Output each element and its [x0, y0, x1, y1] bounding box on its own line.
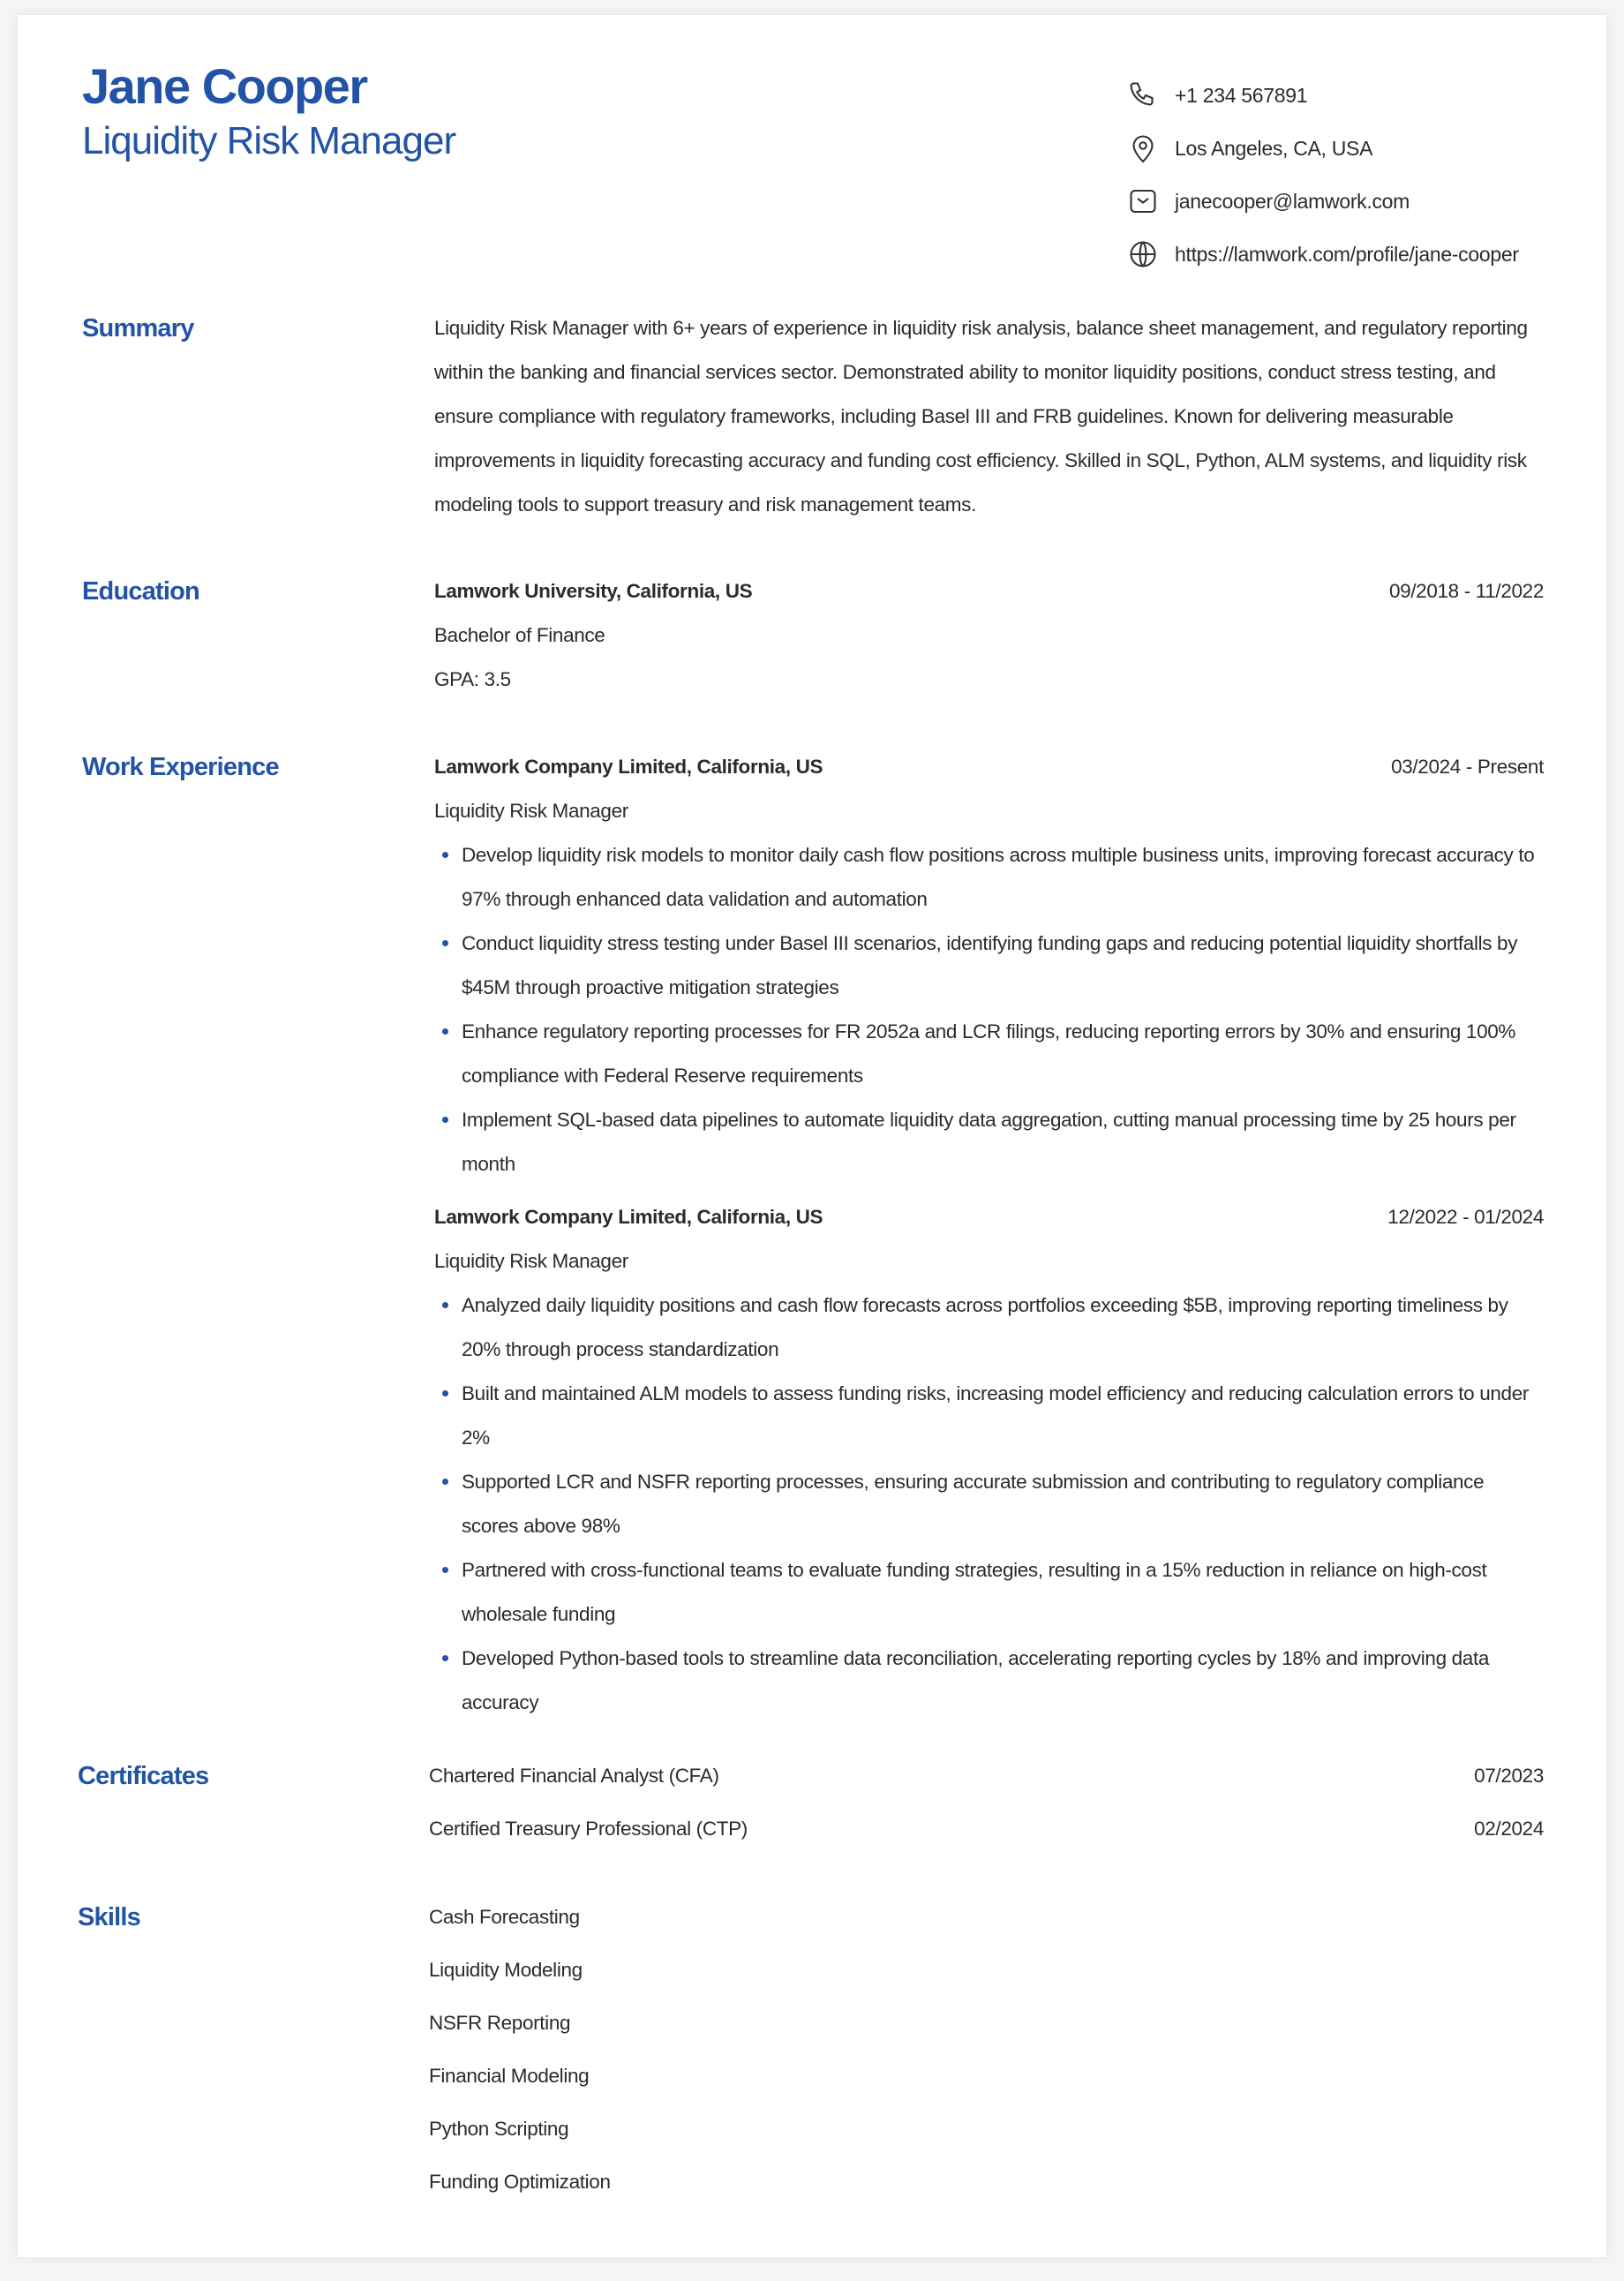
job-bullet: Develop liquidity risk models to monitor daily cash flow positions across multiple business units, improving forecast accuracy to 97% through enhanced data validation and automation	[434, 833, 1544, 922]
skill-item: Liquidity Modeling	[429, 1959, 583, 1981]
section-heading: Education	[82, 577, 199, 606]
mail-icon	[1127, 185, 1159, 217]
skill-item: Financial Modeling	[429, 2065, 590, 2087]
job-bullet: Enhance regulatory reporting processes for FR 2052a and LCR filings, reducing reporting errors by 30% and ensuring 100% compliance with Federal Reserve requirements	[434, 1010, 1544, 1098]
job-dates: 03/2024 - Present	[1391, 756, 1544, 778]
skill-item: Cash Forecasting	[429, 1906, 580, 1928]
school-name: Lamwork University, California, US	[434, 580, 753, 602]
job-bullet: Supported LCR and NSFR reporting processes, ensuring accurate submission and contributing to regulatory compliance scores above 98%	[434, 1460, 1544, 1548]
job-bullet: Implement SQL-based data pipelines to automate liquidity data aggregation, cutting manual processing time by 25 hours per month	[434, 1098, 1544, 1186]
company-name: Lamwork Company Limited, California, US	[434, 756, 823, 778]
job-bullet: Developed Python-based tools to streamline data reconciliation, accelerating reporting cycles by 18% and improving data accuracy	[434, 1637, 1544, 1725]
contact-list	[1127, 69, 1519, 281]
section-heading: Work Experience	[82, 753, 279, 781]
summary-text: Liquidity Risk Manager with 6+ years of experience in liquidity risk analysis, balance sheet management, and regulatory reporting within the banking and financial services sector. Demonstrated ability to monitor liquidity positions, conduct stress testing, and ensure compliance with regulatory frameworks, including Basel III and FRB guidelines. Known for delivering measurable improvements in liquidity forecasting accuracy and funding cost efficiency. Skilled in SQL, Python, ALM systems, and liquidity risk modeling tools to support treasury and risk management teams.	[434, 317, 1528, 516]
skill-item: Python Scripting	[429, 2118, 569, 2140]
job-bullet: Conduct liquidity stress testing under Basel III scenarios, identifying funding gaps and reducing potential liquidity shortfalls by $45M through proactive mitigation strategies	[434, 922, 1544, 1010]
job-role: Liquidity Risk Manager	[434, 1250, 628, 1272]
job-dates: 12/2022 - 01/2024	[1387, 1206, 1544, 1228]
job-bullet: Built and maintained ALM models to assess funding risks, increasing model efficiency and reducing calculation errors to under 2%	[434, 1372, 1544, 1460]
education-dates: 09/2018 - 11/2022	[1388, 580, 1544, 602]
degree: Bachelor of Finance	[434, 624, 605, 646]
contact-location	[1127, 122, 1519, 175]
summary-section	[82, 306, 1544, 527]
company-name: Lamwork Company Limited, California, US	[434, 1206, 823, 1228]
certificate-item	[429, 1803, 1544, 1856]
globe-icon	[1127, 238, 1159, 270]
certificate-name: Chartered Financial Analyst (CFA)	[429, 1765, 719, 1787]
section-heading: Skills	[78, 1903, 140, 1931]
location-text: Los Angeles, CA, USA	[1175, 136, 1373, 160]
contact-phone	[1127, 69, 1519, 122]
contact-email[interactable]	[1127, 175, 1519, 228]
education-section	[82, 569, 1544, 702]
certificate-date: 07/2023	[1474, 1765, 1544, 1787]
job-entry	[434, 745, 1544, 1186]
contact-website[interactable]	[1127, 228, 1519, 281]
phone-icon	[1127, 79, 1159, 111]
gpa: GPA: 3.5	[434, 668, 511, 690]
job-role: Liquidity Risk Manager	[434, 800, 628, 822]
email-link[interactable]: janecooper@lamwork.com	[1175, 189, 1410, 213]
job-bullet: Analyzed daily liquidity positions and cash flow forecasts across portfolios exceeding $5B, improving reporting timeliness by 20% through process standardization	[434, 1284, 1544, 1372]
skills-section	[78, 1891, 1544, 2209]
candidate-name: Jane Cooper	[82, 58, 367, 114]
job-entry	[434, 1195, 1544, 1725]
skill-item: NSFR Reporting	[429, 2012, 571, 2034]
certificate-item	[429, 1750, 1544, 1803]
skill-item: Funding Optimization	[429, 2171, 611, 2193]
section-heading: Certificates	[78, 1762, 209, 1790]
resume-page	[18, 15, 1606, 2257]
candidate-title: Liquidity Risk Manager	[82, 119, 456, 162]
job-bullet: Partnered with cross-functional teams to evaluate funding strategies, resulting in a 15% reduction in reliance on high-cost wholesale funding	[434, 1548, 1544, 1637]
work-section	[82, 745, 1544, 1725]
certificate-date: 02/2024	[1474, 1818, 1544, 1840]
certificates-section	[78, 1750, 1544, 1856]
location-pin-icon	[1127, 132, 1159, 164]
section-heading: Summary	[82, 314, 194, 343]
certificate-name: Certified Treasury Professional (CTP)	[429, 1818, 748, 1840]
phone-text: +1 234 567891	[1175, 83, 1308, 107]
website-link[interactable]: https://lamwork.com/profile/jane-cooper	[1175, 242, 1519, 266]
